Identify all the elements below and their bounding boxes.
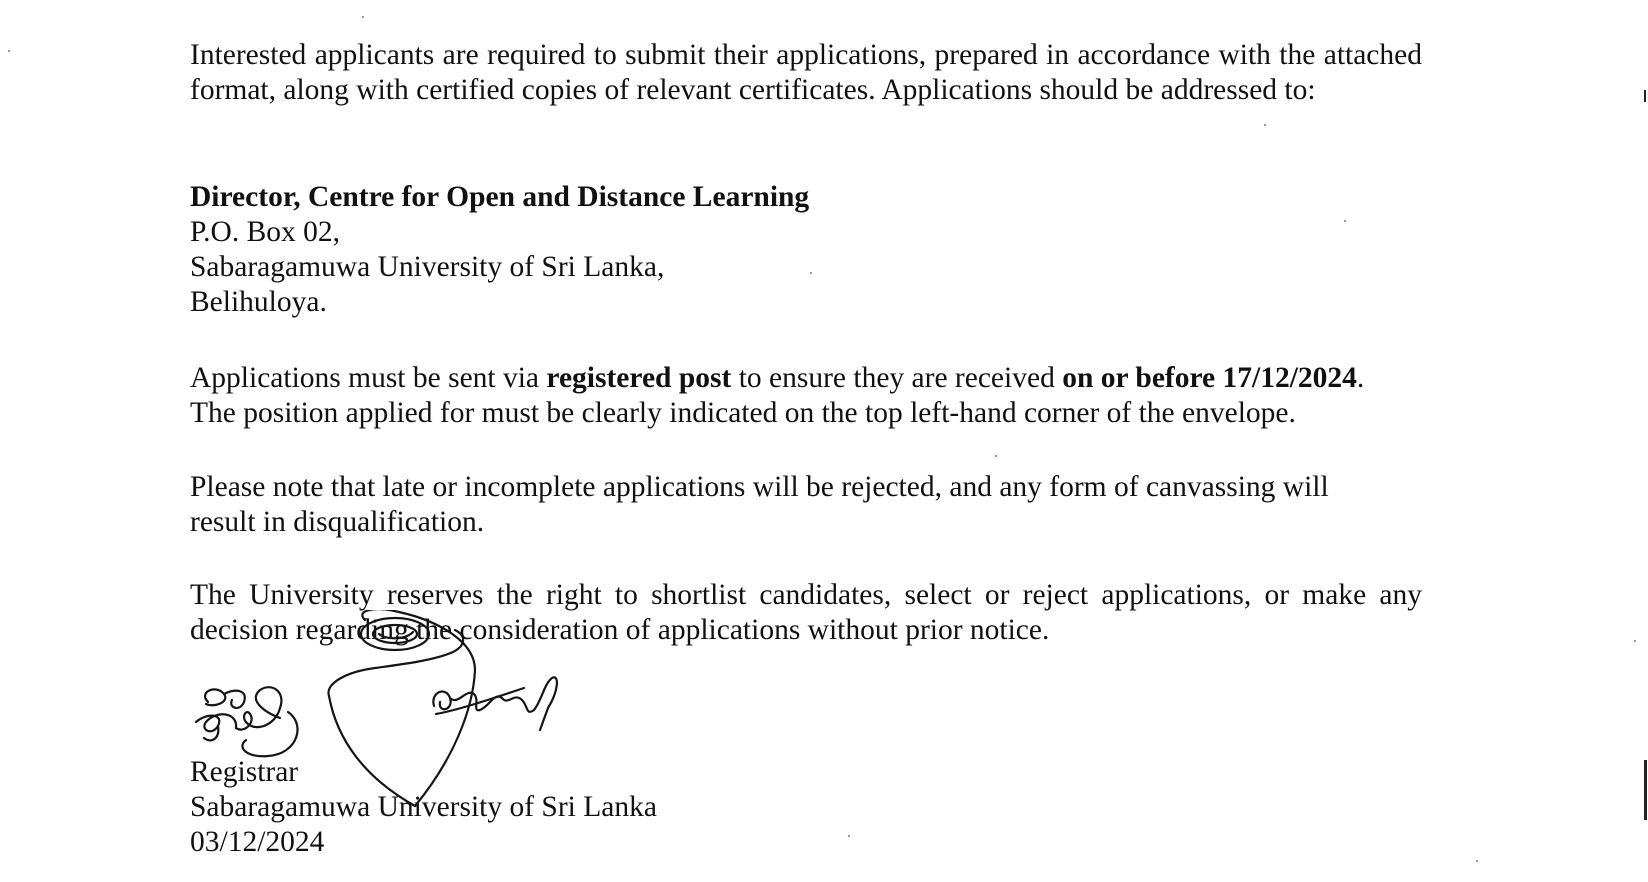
- scan-edge-mark: [1644, 90, 1646, 102]
- address-line-2: Sabaragamuwa University of Sri Lanka,: [190, 251, 665, 283]
- signature-date: 03/12/2024: [190, 826, 325, 858]
- scan-edge-mark: [1644, 760, 1647, 820]
- posting-line-2: The position applied for must be clearly indicated on the top left-hand corner of the envelope.: [190, 397, 1296, 429]
- scan-speck: [1264, 124, 1266, 126]
- late-note-line-2: result in disqualification.: [190, 506, 485, 538]
- scan-speck: [362, 16, 364, 18]
- witness-signature: [428, 670, 568, 750]
- scan-speck: [1476, 860, 1478, 862]
- posting-text-2: to ensure they are received: [731, 362, 1063, 394]
- intro-paragraph: Interested applicants are required to submit their applications, prepared in accordance with the attached format, along with certified copies of relevant certificates. Applications should be addressed to:: [190, 39, 1422, 106]
- scan-speck: [1634, 640, 1636, 642]
- address-recipient: Director, Centre for Open and Distance Learning: [190, 181, 810, 213]
- address-block: [190, 180, 809, 320]
- posting-instructions: [190, 361, 1364, 431]
- late-applications-note: [190, 470, 1329, 540]
- address-line-1: P.O. Box 02,: [190, 216, 340, 248]
- scan-speck: [995, 455, 997, 457]
- signature-block: [190, 755, 657, 860]
- posting-text-1: Applications must be sent via: [190, 362, 547, 394]
- scan-speck: [848, 835, 850, 837]
- scan-speck: [810, 272, 812, 274]
- scan-speck: [1344, 220, 1346, 222]
- registrar-signature: [188, 678, 318, 762]
- late-note-line-1: Please note that late or incomplete applications will be rejected, and any form of canvassing will: [190, 471, 1329, 503]
- deadline-emphasis: on or before 17/12/2024: [1062, 362, 1357, 394]
- scan-speck: [8, 50, 10, 52]
- posting-text-3: .: [1356, 362, 1365, 394]
- signatory-title: Registrar: [190, 756, 299, 788]
- signatory-university: Sabaragamuwa University of Sri Lanka: [190, 791, 657, 823]
- registered-post-emphasis: registered post: [546, 362, 732, 394]
- reservation-paragraph: The University reserves the right to shortlist candidates, select or reject applications, or make any decision regarding the consideration of applications without prior notice.: [190, 579, 1422, 646]
- address-line-3: Belihuloya.: [190, 286, 327, 318]
- posting-line-1: [190, 361, 1364, 396]
